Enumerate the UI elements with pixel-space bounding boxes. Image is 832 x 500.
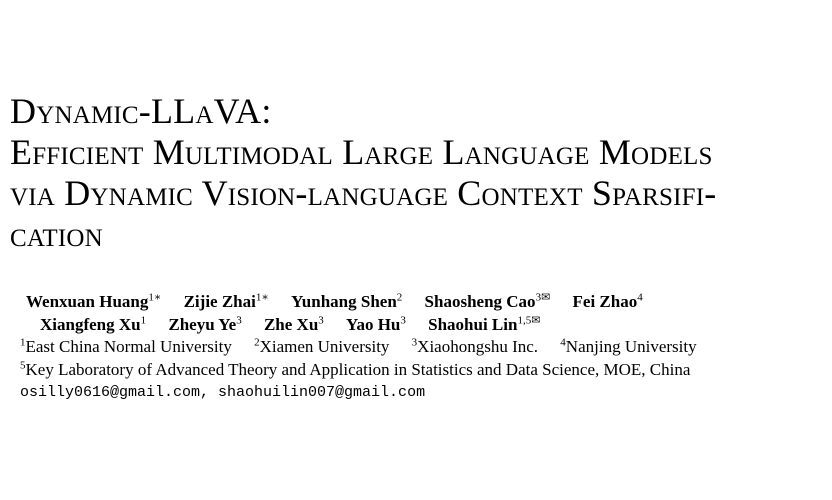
author-name: Yunhang Shen$^2$ [291, 291, 403, 311]
affiliation: $^1$East China Normal University [20, 336, 232, 356]
title-line-4: cation [10, 214, 103, 254]
affiliation: $^4$Nanjing University [560, 336, 697, 356]
author-name: Zijie Zhai$^{1∗}$ [183, 291, 269, 311]
author-name: Zheyu Ye$^3$ [168, 314, 242, 334]
title-line-2: Efficient Multimodal Large Language Models [10, 132, 713, 172]
author-emails: osilly0616@gmail.com, shaohuilin007@gmail.com [20, 384, 426, 401]
author-row-1 [26, 290, 643, 312]
affiliation: $^5$Key Laboratory of Advanced Theory and Application in Statistics and Data Science, MOE, China [20, 359, 691, 379]
affiliation-row-2 [20, 359, 690, 380]
title-line-3: via Dynamic Vision-language Context Sparsifi- [10, 173, 717, 213]
author-name: Zhe Xu$^3$ [263, 314, 324, 334]
author-name: Shaosheng Cao$^{3✉}$ [424, 291, 551, 311]
author-name: Fei Zhao$^4$ [572, 291, 643, 311]
author-name: Yao Hu$^3$ [346, 314, 406, 334]
affiliation: $^3$Xiaohongshu Inc. [411, 336, 539, 356]
author-name: Xiangfeng Xu$^1$ [40, 314, 147, 334]
title-line-1: Dynamic-LLaVA: [10, 91, 272, 131]
author-name: Shaohui Lin$^{1,5✉}$ [428, 314, 541, 334]
author-row-2 [40, 313, 540, 335]
affiliation-row-1 [20, 336, 697, 357]
author-name: Wenxuan Huang$^{1∗}$ [26, 291, 162, 311]
paper-title [10, 92, 825, 256]
affiliation: $^2$Xiamen University [254, 336, 390, 356]
